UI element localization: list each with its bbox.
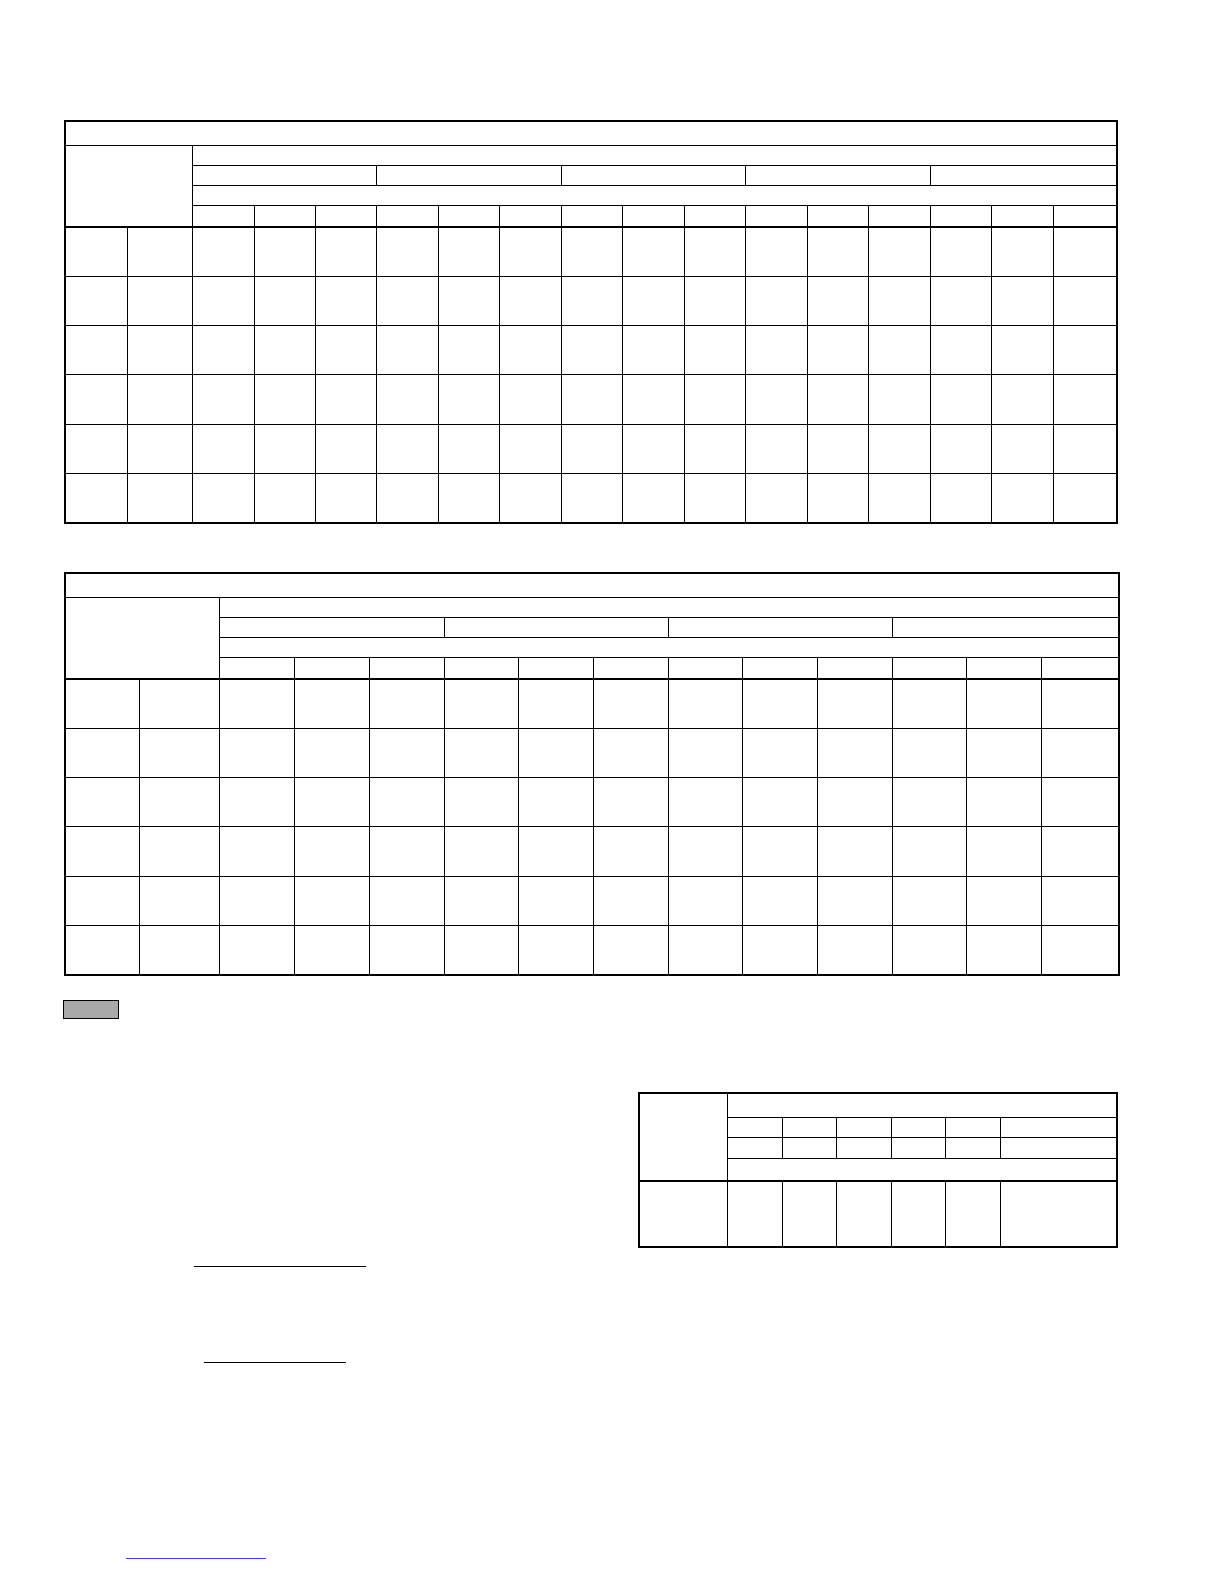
table-cell <box>438 375 499 424</box>
table-1-subgroup-header <box>192 165 376 185</box>
table-1-column-header <box>1053 206 1117 227</box>
table-cell <box>807 424 868 473</box>
table-cell <box>65 926 139 975</box>
table-cell <box>438 325 499 374</box>
table-1-subgroup-header <box>561 165 745 185</box>
table-cell <box>219 777 294 826</box>
table-cell <box>727 1181 782 1247</box>
table-cell <box>622 375 684 424</box>
table-cell <box>593 679 668 728</box>
table-cell <box>868 474 930 523</box>
table-cell <box>219 827 294 876</box>
table-cell <box>817 728 892 777</box>
table-cell <box>868 276 930 325</box>
table-3 <box>638 1092 1118 1248</box>
table-cell <box>65 325 127 374</box>
table-cell <box>254 375 315 424</box>
table-cell <box>219 679 294 728</box>
table-cell <box>868 375 930 424</box>
table-cell <box>930 474 991 523</box>
table-cell <box>192 325 254 374</box>
table-cell <box>219 876 294 925</box>
table-cell <box>868 424 930 473</box>
table-2-column-header <box>369 658 444 679</box>
table-cell <box>966 926 1041 975</box>
table-cell <box>561 375 622 424</box>
table-cell <box>127 227 192 276</box>
table-cell <box>65 679 139 728</box>
table-cell <box>782 1181 836 1247</box>
table-cell <box>254 474 315 523</box>
table-cell <box>369 728 444 777</box>
table-cell <box>1041 679 1119 728</box>
table-cell <box>742 876 817 925</box>
table-2-subgroup-header <box>444 617 668 637</box>
table-cell <box>622 227 684 276</box>
table-cell <box>1053 424 1117 473</box>
table-cell <box>139 728 219 777</box>
table-3-column-header <box>727 1138 782 1159</box>
table-cell <box>127 325 192 374</box>
table-cell <box>254 424 315 473</box>
table-cell <box>639 1181 727 1247</box>
table-cell <box>294 827 369 876</box>
table-cell <box>817 777 892 826</box>
table-3-group-header <box>727 1093 1117 1117</box>
table-2-column-header <box>1041 658 1119 679</box>
table-cell <box>1053 375 1117 424</box>
table-3-column-header <box>945 1138 1000 1159</box>
table-1-column-header <box>315 206 376 227</box>
table-cell <box>668 926 742 975</box>
table-cell <box>444 926 518 975</box>
table-cell <box>684 474 745 523</box>
table-row <box>65 474 1117 523</box>
table-cell <box>294 777 369 826</box>
table-cell <box>438 227 499 276</box>
table-cell <box>561 424 622 473</box>
table-cell <box>65 777 139 826</box>
table-cell <box>444 876 518 925</box>
table-1-title-cell <box>65 121 1117 145</box>
table-2-title-cell <box>65 573 1119 597</box>
table-cell <box>315 276 376 325</box>
table-cell <box>593 728 668 777</box>
legend-swatch <box>63 1000 119 1019</box>
table-row <box>65 679 1119 728</box>
table-2-subgroup-header <box>668 617 892 637</box>
table-cell <box>945 1181 1000 1247</box>
table-2-column-header <box>593 658 668 679</box>
table-2-column-header <box>294 658 369 679</box>
table-cell <box>376 325 438 374</box>
table-cell <box>369 876 444 925</box>
table-cell <box>315 375 376 424</box>
table-cell <box>684 227 745 276</box>
table-cell <box>668 827 742 876</box>
table-cell <box>745 474 807 523</box>
blank-line <box>194 1266 366 1267</box>
table-1-subgroup-header <box>745 165 930 185</box>
table-cell <box>807 375 868 424</box>
table-2-column-header <box>817 658 892 679</box>
table-cell <box>668 777 742 826</box>
table-cell <box>444 777 518 826</box>
table-cell <box>1053 474 1117 523</box>
table-cell <box>438 474 499 523</box>
table-cell <box>745 325 807 374</box>
table-3-column-header <box>891 1117 945 1137</box>
table-cell <box>892 777 966 826</box>
table-cell <box>438 424 499 473</box>
table-cell <box>561 325 622 374</box>
table-cell <box>518 876 593 925</box>
table-cell <box>684 325 745 374</box>
table-row <box>65 728 1119 777</box>
table-cell <box>742 777 817 826</box>
table-cell <box>1053 227 1117 276</box>
table-2-subgroup-header <box>219 617 444 637</box>
table-cell <box>892 926 966 975</box>
table-1-column-header <box>499 206 561 227</box>
table-row <box>65 876 1119 925</box>
table-cell <box>518 679 593 728</box>
table-cell <box>684 424 745 473</box>
table-cell <box>991 325 1053 374</box>
table-1-column-header <box>254 206 315 227</box>
table-1-column-header <box>745 206 807 227</box>
table-cell <box>65 728 139 777</box>
table-cell <box>315 325 376 374</box>
table-cell <box>499 276 561 325</box>
table-2-units-header <box>219 637 1119 657</box>
table-cell <box>127 375 192 424</box>
table-cell <box>376 227 438 276</box>
table-cell <box>438 276 499 325</box>
table-1-column-header <box>930 206 991 227</box>
table-2-group-header <box>219 597 1119 617</box>
table-cell <box>499 474 561 523</box>
table-cell <box>65 375 127 424</box>
table-cell <box>892 827 966 876</box>
table-cell <box>930 227 991 276</box>
table-cell <box>369 777 444 826</box>
table-cell <box>376 276 438 325</box>
table-cell <box>444 827 518 876</box>
table-2-column-header <box>668 658 742 679</box>
table-cell <box>1041 926 1119 975</box>
table-1 <box>64 120 1118 524</box>
table-2 <box>64 572 1120 976</box>
table-1-column-header <box>192 206 254 227</box>
table-cell <box>139 926 219 975</box>
table-cell <box>127 424 192 473</box>
table-cell <box>1041 777 1119 826</box>
table-cell <box>376 375 438 424</box>
table-cell <box>807 325 868 374</box>
table-2-corner-cell <box>65 597 219 679</box>
table-row <box>639 1181 1117 1247</box>
table-cell <box>376 424 438 473</box>
table-cell <box>668 679 742 728</box>
table-cell <box>192 474 254 523</box>
table-cell <box>593 827 668 876</box>
table-cell <box>561 276 622 325</box>
table-1-column-header <box>376 206 438 227</box>
table-cell <box>254 276 315 325</box>
table-cell <box>192 424 254 473</box>
table-cell <box>745 227 807 276</box>
table-cell <box>817 876 892 925</box>
table-cell <box>668 728 742 777</box>
table-cell <box>294 679 369 728</box>
table-cell <box>65 227 127 276</box>
table-cell <box>254 227 315 276</box>
table-cell <box>836 1181 891 1247</box>
table-cell <box>593 926 668 975</box>
table-3-column-header <box>891 1138 945 1159</box>
table-cell <box>139 827 219 876</box>
table-1-units-header <box>192 185 1117 205</box>
table-cell <box>65 276 127 325</box>
table-cell <box>518 728 593 777</box>
table-cell <box>930 325 991 374</box>
table-cell <box>518 777 593 826</box>
table-cell <box>561 474 622 523</box>
table-cell <box>668 876 742 925</box>
table-cell <box>127 276 192 325</box>
table-cell <box>817 679 892 728</box>
table-cell <box>966 679 1041 728</box>
table-cell <box>254 325 315 374</box>
table-cell <box>518 827 593 876</box>
link-underline[interactable] <box>126 1558 266 1559</box>
table-cell <box>1041 827 1119 876</box>
table-cell <box>930 276 991 325</box>
table-cell <box>868 227 930 276</box>
table-2-column-header <box>444 658 518 679</box>
table-1-column-header <box>561 206 622 227</box>
table-cell <box>518 926 593 975</box>
table-cell <box>499 375 561 424</box>
table-cell <box>991 276 1053 325</box>
table-cell <box>966 876 1041 925</box>
table-row <box>65 777 1119 826</box>
table-1-subgroup-header <box>376 165 561 185</box>
table-2-column-header <box>742 658 817 679</box>
table-cell <box>593 876 668 925</box>
table-3-column-header <box>836 1138 891 1159</box>
table-1-subgroup-header <box>930 165 1117 185</box>
table-row <box>65 424 1117 473</box>
table-cell <box>684 276 745 325</box>
table-cell <box>892 876 966 925</box>
table-cell <box>892 679 966 728</box>
table-cell <box>444 679 518 728</box>
table-cell <box>65 474 127 523</box>
table-cell <box>369 679 444 728</box>
table-2-column-header <box>219 658 294 679</box>
table-cell <box>991 375 1053 424</box>
table-cell <box>315 424 376 473</box>
table-cell <box>376 474 438 523</box>
table-cell <box>139 679 219 728</box>
table-cell <box>593 777 668 826</box>
table-3-column-header <box>1000 1138 1117 1159</box>
table-cell <box>817 926 892 975</box>
table-3-column-header <box>727 1117 782 1137</box>
table-cell <box>684 375 745 424</box>
table-cell <box>930 424 991 473</box>
table-cell <box>1053 325 1117 374</box>
table-cell <box>219 728 294 777</box>
table-cell <box>192 375 254 424</box>
table-cell <box>966 728 1041 777</box>
table-row <box>65 325 1117 374</box>
table-3-column-header <box>1000 1117 1117 1137</box>
table-3-units-header <box>727 1159 1117 1181</box>
table-cell <box>622 325 684 374</box>
table-3-corner-cell <box>639 1093 727 1181</box>
table-1-column-header <box>438 206 499 227</box>
table-row <box>65 276 1117 325</box>
table-cell <box>127 474 192 523</box>
table-cell <box>742 827 817 876</box>
table-cell <box>742 728 817 777</box>
table-cell <box>499 227 561 276</box>
table-cell <box>499 424 561 473</box>
table-cell <box>991 424 1053 473</box>
table-cell <box>622 276 684 325</box>
table-cell <box>807 474 868 523</box>
table-cell <box>807 276 868 325</box>
table-cell <box>294 926 369 975</box>
table-cell <box>192 276 254 325</box>
table-row <box>65 827 1119 876</box>
table-cell <box>966 777 1041 826</box>
table-2-column-header <box>892 658 966 679</box>
table-cell <box>139 777 219 826</box>
table-cell <box>742 926 817 975</box>
table-row <box>65 227 1117 276</box>
table-3-column-header <box>945 1117 1000 1137</box>
table-3-column-header <box>782 1138 836 1159</box>
table-cell <box>892 728 966 777</box>
table-cell <box>868 325 930 374</box>
table-cell <box>745 424 807 473</box>
table-cell <box>219 926 294 975</box>
table-cell <box>622 474 684 523</box>
table-3-column-header <box>782 1117 836 1137</box>
table-row <box>65 926 1119 975</box>
table-cell <box>891 1181 945 1247</box>
table-cell <box>991 474 1053 523</box>
table-3-column-header <box>836 1117 891 1137</box>
table-cell <box>817 827 892 876</box>
table-cell <box>1041 728 1119 777</box>
table-cell <box>315 227 376 276</box>
table-cell <box>369 827 444 876</box>
table-cell <box>745 276 807 325</box>
blank-line <box>204 1362 346 1363</box>
table-cell <box>807 227 868 276</box>
table-cell <box>65 876 139 925</box>
table-1-column-header <box>807 206 868 227</box>
table-cell <box>294 876 369 925</box>
table-cell <box>139 876 219 925</box>
table-cell <box>1041 876 1119 925</box>
table-2-column-header <box>966 658 1041 679</box>
table-1-column-header <box>622 206 684 227</box>
table-cell <box>742 679 817 728</box>
table-1-column-header <box>684 206 745 227</box>
table-2-subgroup-header <box>892 617 1119 637</box>
table-cell <box>991 227 1053 276</box>
table-cell <box>294 728 369 777</box>
table-cell <box>444 728 518 777</box>
table-cell <box>65 424 127 473</box>
table-row <box>65 375 1117 424</box>
table-1-column-header <box>991 206 1053 227</box>
table-cell <box>745 375 807 424</box>
table-2-column-header <box>518 658 593 679</box>
table-cell <box>966 827 1041 876</box>
table-1-column-header <box>868 206 930 227</box>
table-cell <box>499 325 561 374</box>
table-cell <box>65 827 139 876</box>
table-cell <box>1000 1181 1117 1247</box>
table-cell <box>192 227 254 276</box>
table-1-group-header <box>192 145 1117 165</box>
table-cell <box>561 227 622 276</box>
table-cell <box>622 424 684 473</box>
table-cell <box>1053 276 1117 325</box>
table-cell <box>369 926 444 975</box>
table-cell <box>315 474 376 523</box>
table-1-corner-cell <box>65 145 192 227</box>
table-cell <box>930 375 991 424</box>
